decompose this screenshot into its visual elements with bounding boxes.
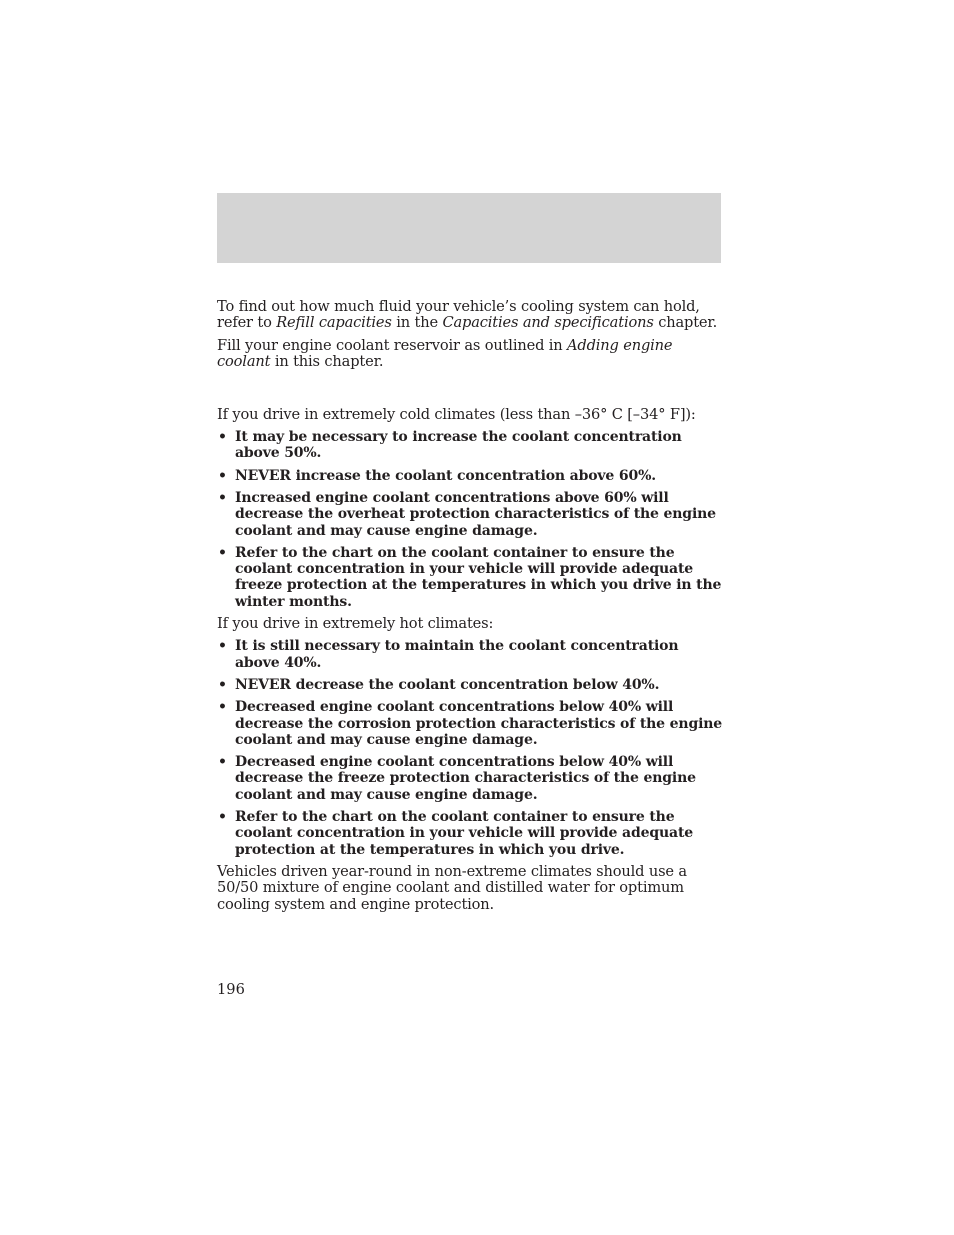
intro-text: To find out how much fluid your vehicle’s cooling system can hold, refer to: [217, 298, 700, 332]
list-item: [217, 545, 725, 610]
hot-climate-lead: If you drive in extremely hot climates:: [217, 615, 494, 632]
bullet-icon: •: [218, 699, 227, 716]
list-item: [217, 699, 725, 748]
list-item: [217, 809, 725, 858]
bullet-icon: •: [218, 467, 227, 484]
list-item: [217, 429, 725, 462]
page-body: [217, 299, 725, 913]
adding-coolant-reference: Adding engine coolant: [217, 336, 673, 371]
intro-text: chapter.: [653, 314, 718, 332]
list-item: [217, 754, 725, 803]
page-number: 196: [217, 981, 245, 998]
bullet-icon: •: [218, 677, 227, 693]
cold-climate-list: [217, 429, 725, 610]
list-item-text: It may be necessary to increase the coolant concentration above 50%.: [235, 429, 682, 462]
intro-text: in this chapter.: [270, 353, 384, 371]
bullet-icon: •: [218, 754, 227, 771]
bullet-icon: •: [218, 429, 227, 446]
list-item: [217, 490, 725, 539]
intro-paragraph-capacity: [217, 299, 725, 332]
list-item-text: It is still necessary to maintain the coolant concentration above 40%.: [235, 638, 679, 671]
closing-paragraph: Vehicles driven year-round in non-extreme climates should use a 50/50 mixture of engine coolant and distilled water for optimum cooling system and engine protection.: [217, 862, 687, 913]
bullet-icon: •: [218, 544, 227, 561]
bullet-icon: •: [218, 809, 227, 826]
list-item-text: Increased engine coolant concentrations above 60% will decrease the overheat protection characteristics of the engine coolant and may cause engine damage.: [235, 489, 716, 539]
bullet-icon: •: [218, 638, 227, 655]
list-item-text: NEVER decrease the coolant concentration below 40%.: [235, 677, 660, 693]
capacities-chapter-reference: Capacities and specifications: [442, 314, 654, 332]
intro-text: in the: [391, 314, 443, 332]
intro-paragraph-fill: [217, 338, 725, 371]
intro-text: Fill your engine coolant reservoir as outlined in: [217, 336, 568, 354]
hot-climate-list: [217, 638, 725, 858]
cold-climate-lead: If you drive in extremely cold climates (less than –36° C [–34° F]):: [217, 405, 696, 423]
list-item: [217, 677, 725, 693]
list-item-text: Refer to the chart on the coolant container to ensure the coolant concentration in your vehicle will provide adequate freeze protection at the temperatures in which you drive in the winter months.: [235, 544, 722, 610]
bullet-icon: •: [218, 489, 227, 506]
list-item: [217, 638, 725, 671]
list-item-text: NEVER increase the coolant concentration above 60%.: [235, 467, 656, 484]
list-item-text: Refer to the chart on the coolant container to ensure the coolant concentration in your vehicle will provide adequate protection at the temperatures in which you drive.: [235, 809, 694, 858]
list-item-text: Decreased engine coolant concentrations below 40% will decrease the freeze protection characteristics of the engine coolant and may cause engine damage.: [235, 754, 696, 803]
list-item: [217, 468, 725, 484]
list-item-text: Decreased engine coolant concentrations below 40% will decrease the corrosion protection characteristics of the engine coolant and may cause engine damage.: [235, 699, 723, 748]
refill-capacities-reference: Refill capacities: [276, 314, 392, 332]
section-header-band: [217, 193, 721, 263]
